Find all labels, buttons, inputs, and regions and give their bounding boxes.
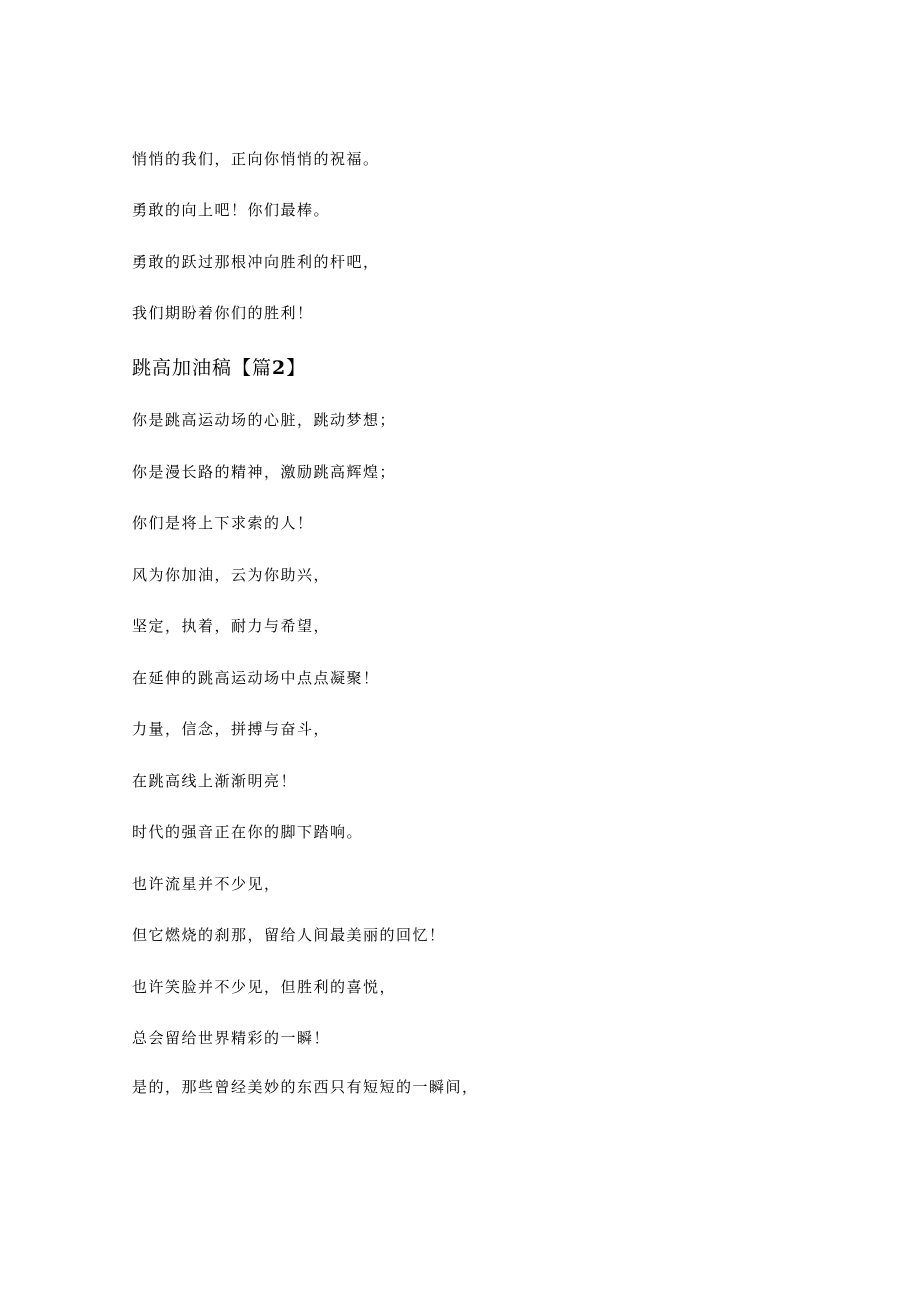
section-heading: [132, 356, 306, 380]
poem-line: 在跳高线上渐渐明亮！: [132, 772, 298, 790]
poem-line: 总会留给世界精彩的一瞬！: [132, 1029, 331, 1047]
poem-line: 也许流星并不少见，: [132, 875, 281, 893]
poem-line: 坚定，执着，耐力与希望，: [132, 617, 331, 635]
heading-close: 】: [286, 357, 307, 379]
poem-line: 你是漫长路的精神，激励跳高辉煌；: [132, 463, 397, 481]
poem-line: 我们期盼着你们的胜利！: [132, 304, 314, 322]
poem-line: 勇敢的向上吧！你们最棒。: [132, 201, 331, 219]
poem-line: 但它燃烧的刹那，留给人间最美丽的回忆！: [132, 926, 446, 944]
poem-line: 你们是将上下求索的人！: [132, 514, 314, 532]
poem-line: 你是跳高运动场的心脏，跳动梦想；: [132, 411, 397, 429]
poem-line: 时代的强音正在你的脚下踏响。: [132, 823, 364, 841]
poem-line: 是的，那些曾经美妙的东西只有短短的一瞬间，: [132, 1078, 479, 1096]
poem-line: 勇敢的跃过那根冲向胜利的杆吧，: [132, 253, 380, 271]
poem-line: 也许笑脸并不少见，但胜利的喜悦，: [132, 978, 397, 996]
heading-text: 跳高加油稿【篇: [132, 357, 273, 379]
poem-line: 在延伸的跳高运动场中点点凝聚！: [132, 669, 380, 687]
poem-line: 力量，信念，拼搏与奋斗，: [132, 720, 331, 738]
heading-number: 2: [272, 357, 287, 379]
poem-line: 风为你加油，云为你助兴，: [132, 566, 331, 584]
poem-line: 悄悄的我们，正向你悄悄的祝福。: [132, 150, 380, 168]
